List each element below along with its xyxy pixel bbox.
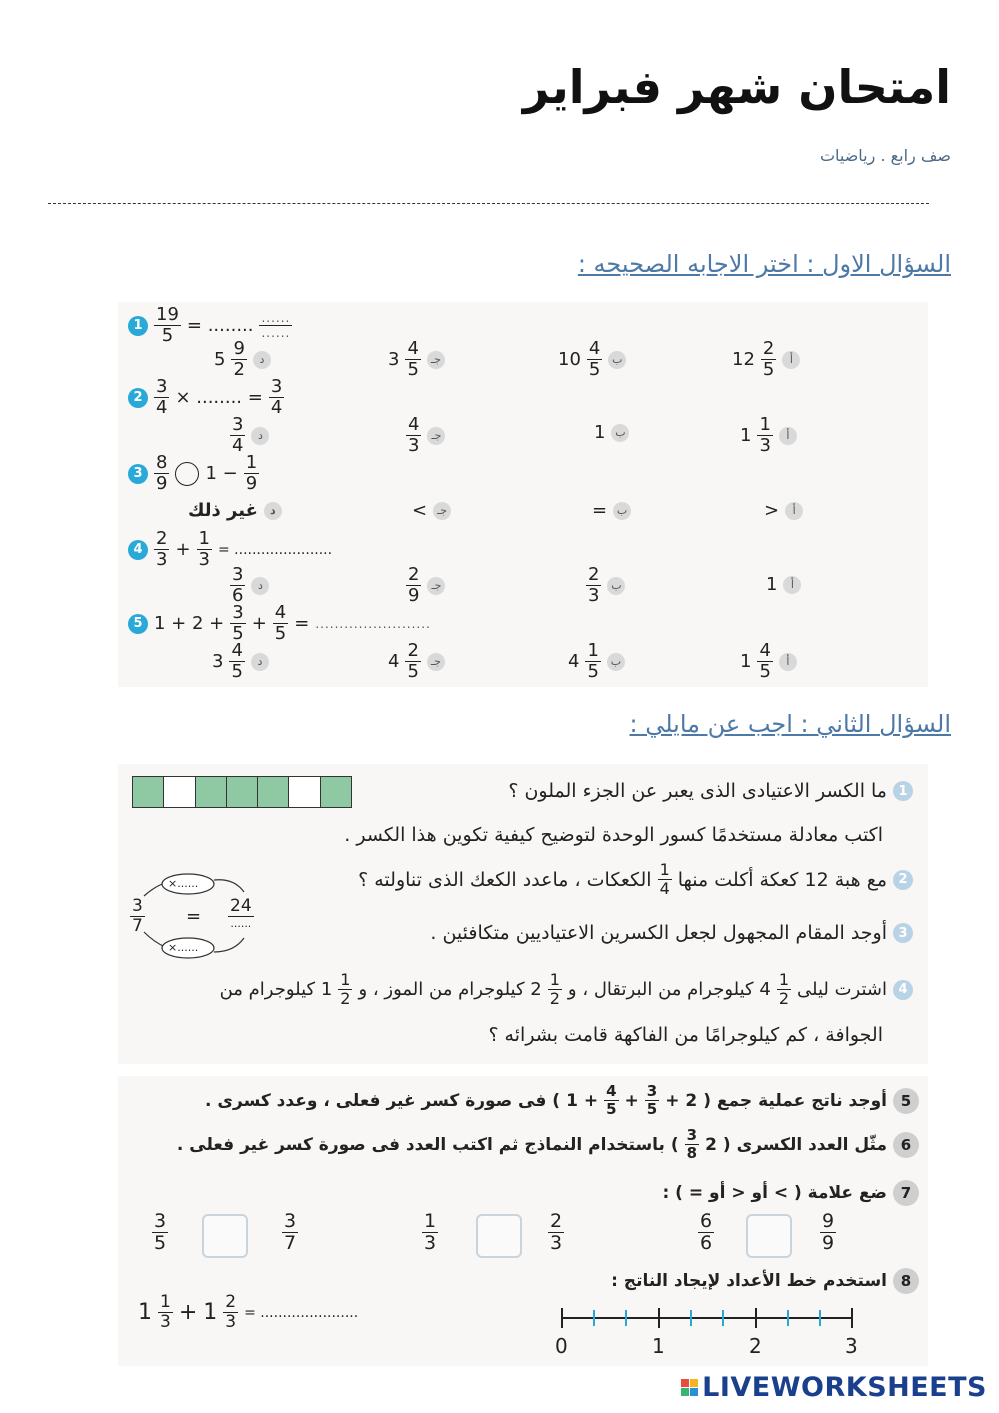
q1-4-option-c[interactable]: $\frac{2}{9}$ جـ bbox=[406, 566, 445, 605]
q3-line-7: 7 ضع علامة ( > أو < أو = ) : bbox=[662, 1180, 919, 1206]
q1-5-option-a[interactable]: 1 $\frac{4}{5}$ أ bbox=[740, 642, 797, 681]
q2-line-2 bbox=[344, 824, 883, 846]
q1-item-1-blank-fraction[interactable]: $\frac{......}{......}$ bbox=[261, 311, 291, 340]
q2-line-6: الجوافة ، كم كيلوجرامًا من الفاكهة قامت بشرائه ؟ bbox=[488, 1024, 883, 1046]
page-subtitle: صف رابع . رياضيات bbox=[819, 146, 951, 165]
option-letter: أ bbox=[779, 427, 797, 445]
compare-3-right: $\frac{9}{9}$ bbox=[822, 1210, 835, 1254]
diagram-bottom-op[interactable]: ×...... bbox=[168, 941, 199, 954]
option-letter: ب bbox=[607, 653, 625, 671]
page-title: امتحان شهر فبراير bbox=[522, 60, 951, 114]
q1-1-option-d[interactable]: 5 $\frac{9}{2}$ د bbox=[214, 340, 271, 379]
q1-item-5: 5 1 + 2 + $\frac{3}{5}$ + $\frac{4}{5}$ = ........................ bbox=[128, 604, 431, 643]
number-line-label-3: 3 bbox=[845, 1334, 858, 1358]
number-line-axis bbox=[552, 1306, 862, 1334]
q2-number: 4 bbox=[893, 980, 913, 1000]
q2-line-5: 4 اشترت ليلى $\frac{1}{2}$ 4 كيلوجرام من البرتقال ، و $\frac{1}{2}$ 2 كيلوجرام من الموز ، و $\frac{1}{2}$ 1 كيلوجرام من bbox=[220, 972, 913, 1007]
q1-item-4-number: 4 bbox=[128, 540, 148, 560]
q1-heading: السؤال الاول : اختر الاجابه الصحيحه : bbox=[577, 250, 951, 278]
q1-item-2-suffix: × ........ = bbox=[175, 387, 263, 408]
option-letter: ب bbox=[613, 502, 631, 520]
compare-circle[interactable] bbox=[175, 462, 199, 486]
divider bbox=[48, 203, 929, 204]
diagram-right-fraction[interactable]: 24 ...... bbox=[230, 896, 252, 930]
option-letter: جـ bbox=[433, 502, 451, 520]
q1-item-4: 4 $\frac{2}{3}$ + $\frac{1}{3}$ = ...................... bbox=[128, 530, 332, 569]
q1-item-3-number: 3 bbox=[128, 464, 148, 484]
q2-line-1 bbox=[508, 780, 913, 802]
compare-1-left: $\frac{3}{5}$ bbox=[154, 1210, 167, 1254]
q1-1-option-b[interactable]: 10 $\frac{4}{5}$ ب bbox=[558, 340, 626, 379]
q1-item-2-number: 2 bbox=[128, 388, 148, 408]
liveworksheets-logo bbox=[681, 1372, 987, 1403]
q1-item-1-number: 1 bbox=[128, 316, 148, 336]
option-letter: د bbox=[251, 653, 269, 671]
equivalence-diagram bbox=[126, 868, 266, 968]
diagram-equals: = bbox=[186, 906, 202, 927]
q3-number: 5 bbox=[893, 1088, 919, 1114]
q1-4-option-d[interactable]: $\frac{3}{6}$ د bbox=[230, 566, 269, 605]
option-letter: د bbox=[253, 351, 271, 369]
q3-number: 7 bbox=[893, 1180, 919, 1206]
number-line-label-0: 0 bbox=[555, 1334, 568, 1358]
q1-3-option-b[interactable]: = ب bbox=[592, 500, 631, 521]
q1-3-option-c[interactable]: < جـ bbox=[412, 500, 451, 521]
q2-number: 1 bbox=[893, 781, 913, 801]
q1-item-5-number: 5 bbox=[128, 614, 148, 634]
mixed-sum-expression: 1 $\frac{1}{3}$ + 1 $\frac{2}{3}$ = ...................... bbox=[138, 1292, 359, 1332]
option-letter: أ bbox=[779, 653, 797, 671]
q2-number: 2 bbox=[893, 870, 913, 890]
q3-line-6: 6 مثّل العدد الكسرى ( 2 $\frac{3}{8}$ ) باستخدام النماذج ثم اكتب العدد فى صورة كسر غير فعلى . bbox=[177, 1128, 919, 1161]
q1-item-1-suffix: = ........ bbox=[186, 315, 254, 336]
compare-3-answer-box[interactable] bbox=[746, 1214, 792, 1258]
diagram-top-op[interactable]: ×...... bbox=[168, 877, 199, 890]
compare-2-right: $\frac{2}{3}$ bbox=[550, 1210, 563, 1254]
option-letter: أ bbox=[783, 576, 801, 594]
q1-5-option-c[interactable]: 4 $\frac{2}{5}$ جـ bbox=[388, 642, 445, 681]
q1-item-3: 3 $\frac{8}{9}$ 1 − $\frac{1}{9}$ bbox=[128, 454, 259, 493]
option-letter: ب bbox=[607, 577, 625, 595]
q1-1-option-c[interactable]: 3 $\frac{4}{5}$ جـ bbox=[388, 340, 445, 379]
number-line-label-1: 1 bbox=[652, 1334, 665, 1358]
q1-item-5-blank[interactable]: ........................ bbox=[315, 616, 431, 631]
option-letter: ب bbox=[611, 424, 629, 442]
option-letter: جـ bbox=[427, 351, 445, 369]
q1-item-4-suffix: = ...................... bbox=[218, 541, 333, 558]
q3-number: 8 bbox=[893, 1268, 919, 1294]
fraction-model-strip bbox=[132, 776, 352, 808]
option-letter: أ bbox=[785, 502, 803, 520]
q2-line-1-text: ما الكسر الاعتيادى الذى يعبر عن الجزء الملون ؟ bbox=[508, 780, 887, 802]
q3-line-8: 8 استخدم خط الأعداد لإيجاد الناتج : bbox=[611, 1268, 919, 1294]
compare-2-answer-box[interactable] bbox=[476, 1214, 522, 1258]
compare-1-answer-box[interactable] bbox=[202, 1214, 248, 1258]
compare-1-right: $\frac{3}{7}$ bbox=[284, 1210, 297, 1254]
q1-item-5-prefix: 1 + 2 + bbox=[154, 613, 225, 634]
q1-item-3-suffix: 1 − bbox=[205, 463, 238, 484]
q2-line-3: 2 مع هبة 12 كعكة أكلت منها $\frac{1}{4}$ الكعكات ، ماعدد الكعك الذى تناولته ؟ bbox=[358, 862, 913, 897]
q1-1-option-a[interactable]: 12 $\frac{2}{5}$ أ bbox=[732, 340, 800, 379]
q2-number: 3 bbox=[893, 923, 913, 943]
diagram-left-fraction: $\frac{3}{7}$ bbox=[132, 896, 143, 936]
q1-2-option-d[interactable]: $\frac{3}{4}$ د bbox=[230, 416, 269, 455]
sum-answer-blank[interactable]: = ...................... bbox=[244, 1304, 359, 1321]
q1-5-option-d[interactable]: 3 $\frac{4}{5}$ د bbox=[212, 642, 269, 681]
number-line bbox=[552, 1306, 862, 1362]
q1-4-option-a[interactable]: 1 أ bbox=[766, 574, 801, 595]
option-letter: د bbox=[264, 502, 282, 520]
q2-heading: السؤال الثاني : اجب عن مايلي : bbox=[629, 710, 951, 738]
brand-text: LIVEWORKSHEETS bbox=[702, 1372, 987, 1403]
q1-3-option-d[interactable]: غير ذلك د bbox=[188, 500, 282, 521]
q2-line-4: 3 أوجد المقام المجهول لجعل الكسرين الاعتياديين متكافئين . bbox=[430, 922, 913, 944]
option-letter: د bbox=[251, 427, 269, 445]
q1-5-option-b[interactable]: 4 $\frac{1}{5}$ ب bbox=[568, 642, 625, 681]
option-letter: جـ bbox=[427, 653, 445, 671]
option-letter: ب bbox=[608, 351, 626, 369]
option-letter: جـ bbox=[427, 427, 445, 445]
q3-line-5: 5 أوجد ناتج عملية جمع ( 2 + $\frac{3}{5}$ + $\frac{4}{5}$ + 1 ) فى صورة كسر غير فعلى ، وعدد كسرى . bbox=[205, 1084, 919, 1117]
q1-2-option-a[interactable]: 1 $\frac{1}{3}$ أ bbox=[740, 416, 797, 455]
q1-3-option-a[interactable]: > أ bbox=[764, 500, 803, 521]
option-letter: جـ bbox=[427, 577, 445, 595]
compare-2-left: $\frac{1}{3}$ bbox=[424, 1210, 437, 1254]
option-letter: أ bbox=[782, 351, 800, 369]
q1-4-option-b[interactable]: $\frac{2}{3}$ ب bbox=[586, 566, 625, 605]
q1-2-option-b[interactable]: 1 ب bbox=[594, 422, 629, 443]
q2-line-2-text: اكتب معادلة مستخدمًا كسور الوحدة لتوضيح كيفية تكوين هذا الكسر . bbox=[344, 824, 883, 846]
q1-item-2: 2 $\frac{3}{4}$ × ........ = $\frac{3}{4}$ bbox=[128, 378, 284, 417]
brand-logo-icon bbox=[681, 1379, 698, 1396]
q1-item-1-fraction: $\frac{19}{5}$ bbox=[156, 304, 179, 346]
q3-number: 6 bbox=[893, 1132, 919, 1158]
option-letter: د bbox=[251, 577, 269, 595]
number-line-label-2: 2 bbox=[749, 1334, 762, 1358]
compare-3-left: $\frac{6}{6}$ bbox=[700, 1210, 713, 1254]
q1-2-option-c[interactable]: $\frac{4}{3}$ جـ bbox=[406, 416, 445, 455]
